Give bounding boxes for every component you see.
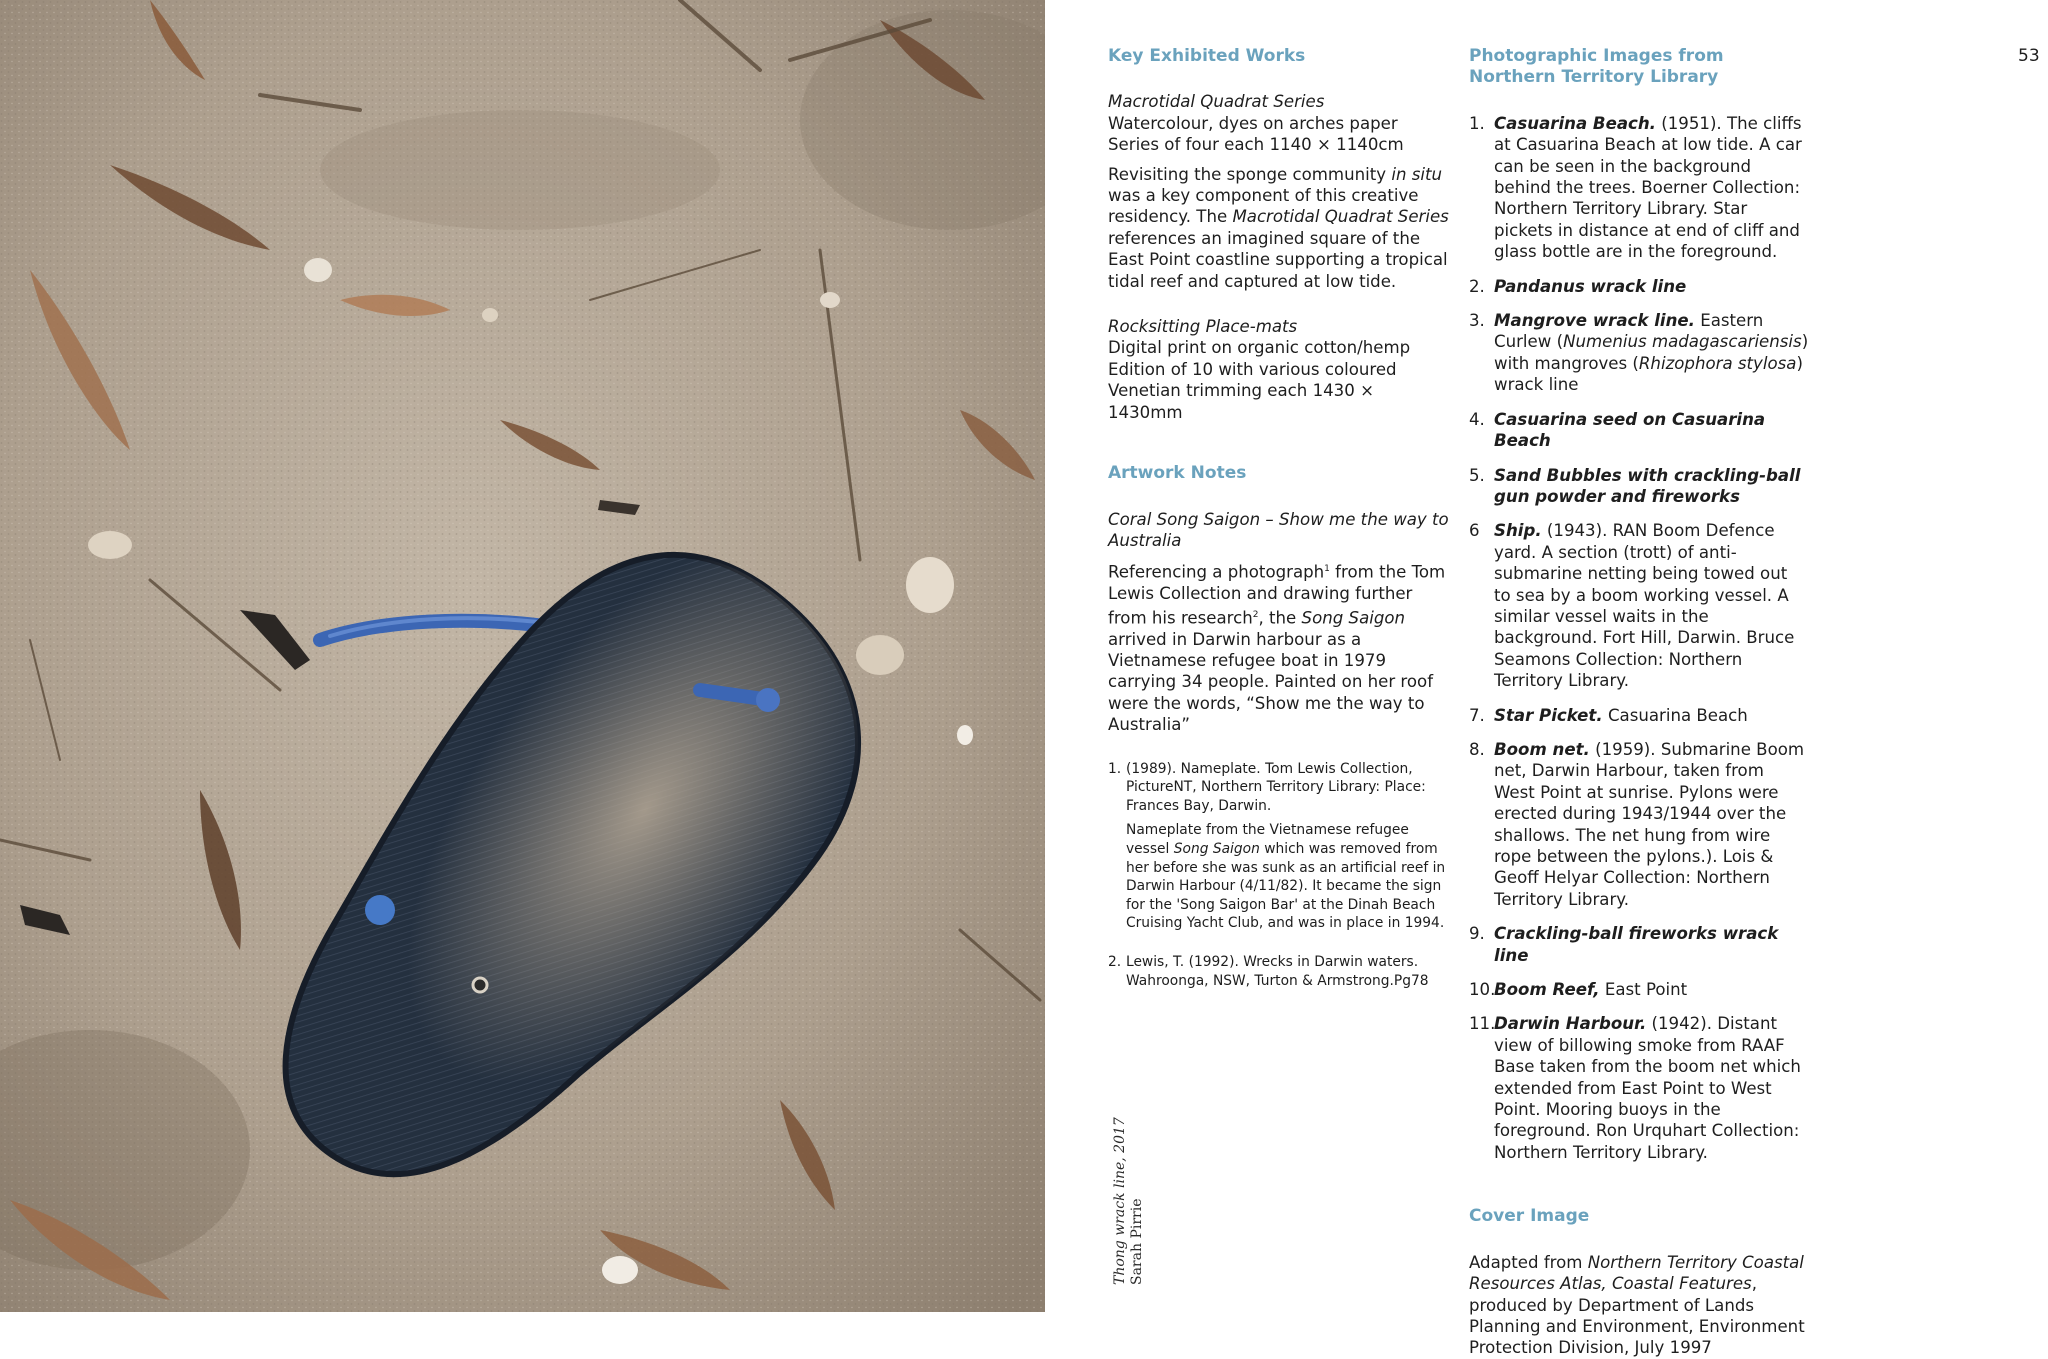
list-item-text: Eastern Curlew ( [1494, 311, 1764, 352]
notes-body-text: , the [1258, 608, 1302, 628]
list-item [1469, 739, 1809, 910]
page-number: 53 [2018, 46, 2040, 66]
footnote-number: 2. [1108, 953, 1122, 970]
notes-body-italic: Song Saigon [1301, 608, 1406, 628]
list-item [1469, 979, 1809, 1000]
work1-desc-text: was a key component of this creative residency. The [1108, 186, 1419, 227]
thong-on-sand-photo [0, 0, 1045, 1312]
list-item [1469, 310, 1809, 396]
footnote-ref-1: 1 [1324, 564, 1330, 575]
notes-body-text: Referencing a photograph [1108, 562, 1325, 582]
list-item-title: Crackling-ball fireworks wrack line [1494, 924, 1779, 965]
footnote-citation: (1989). Nameplate. Tom Lewis Collection, PictureNT, Northern Territory Library: Place: Frances Bay, Darwin. [1126, 760, 1426, 814]
cover-italic: Northern Territory Coastal Resources Atlas, Coastal Features [1469, 1252, 1804, 1294]
caption-title: Thong wrack line, 2017 [1112, 1117, 1128, 1285]
list-item-title: Ship. [1494, 521, 1542, 541]
list-item-text: ) wrack line [1494, 353, 1803, 395]
photo-caption [1112, 1117, 1146, 1285]
list-item-title: Darwin Harbour. [1494, 1014, 1647, 1034]
notes-work-title: Coral Song Saigon – Show me the way to Australia [1108, 509, 1449, 550]
list-item-title: Boom net. [1494, 739, 1590, 759]
list-item-text: Casuarina Beach [1602, 705, 1748, 725]
work1-desc-italic: Macrotidal Quadrat Series [1232, 207, 1449, 227]
notes-body [1108, 559, 1453, 735]
photo-illustration [0, 0, 1045, 1312]
work1-desc-italic: in situ [1391, 164, 1443, 184]
list-number: 9. [1469, 924, 1485, 944]
key-works-heading: Key Exhibited Works [1108, 46, 1306, 66]
column-left [1108, 46, 1453, 996]
list-number: 8. [1469, 739, 1485, 759]
list-item-text: ) with mangroves ( [1494, 332, 1809, 373]
footnote-2 [1108, 953, 1453, 996]
notes-body-text: arrived in Darwin harbour as a Vietnamese refugee boat in 1979 carrying 34 people. Painted on her roof were the words, “Show me the way to Australia” [1108, 629, 1434, 735]
column-right [1469, 46, 1809, 1359]
list-item [1469, 705, 1809, 726]
cover-text: Adapted from [1469, 1252, 1588, 1272]
work2-medium: Digital print on organic cotton/hemp [1108, 338, 1411, 358]
list-item [1469, 276, 1809, 297]
list-item-italic: Numenius madagascariensis [1563, 332, 1802, 352]
list-item-title: Mangrove wrack line. [1494, 311, 1695, 331]
work2-edition: Edition of 10 with various coloured [1108, 359, 1397, 379]
list-item [1469, 465, 1809, 508]
list-number: 2. [1469, 276, 1485, 296]
work1-medium: Watercolour, dyes on arches paper [1108, 113, 1398, 133]
work2-size: Venetian trimming each 1430 × 1430mm [1108, 381, 1374, 422]
list-item-text: East Point [1599, 980, 1688, 1000]
cover-image-heading: Cover Image [1469, 1206, 1590, 1227]
list-number: 11. [1469, 1014, 1496, 1034]
list-item-text: (1951). The cliffs at Casuarina Beach at low tide. A car can be seen in the background behind the trees. Boerner Collection: Northern Territory Library. Star pickets in distance at end of cliff and glass bottle are in the foreground. [1494, 113, 1802, 262]
notes-body-text: from the Tom Lewis Collection and drawing further from his research [1108, 562, 1446, 628]
work1-size: Series of four each 1140 × 1140cm [1108, 135, 1404, 155]
list-number: 1. [1469, 113, 1485, 133]
list-item-title: Casuarina seed on Casuarina Beach [1494, 409, 1766, 451]
list-item [1469, 520, 1809, 691]
list-number: 10. [1469, 980, 1496, 1000]
work1-description [1108, 164, 1453, 292]
work1-desc-text: references an imagined square of the East Point coastline supporting a tropical tidal reef and captured at low tide. [1108, 228, 1448, 291]
list-item-italic: Rhizophora stylosa [1638, 353, 1797, 373]
work1-desc-text: Revisiting the sponge community [1108, 164, 1392, 184]
footnote-description [1126, 821, 1453, 933]
footnote-1 [1108, 760, 1453, 939]
footnote-number: 1. [1108, 760, 1122, 777]
footnote-text: which was removed from her before she was sunk as an artificial reef in Darwin Harbour (4/11/82). It became the sign for the 'Song Saigon Bar' at the Dinah Beach Cruising Yacht Club, and was in place in 1994. [1126, 841, 1446, 932]
list-item-title: Boom Reef, [1494, 980, 1600, 1000]
photographic-images-heading: Photographic Images from Northern Territory Library [1469, 46, 1724, 88]
list-item [1469, 923, 1809, 966]
list-item [1469, 409, 1809, 452]
list-item-text: (1943). RAN Boom Defence yard. A section (trott) of anti-submarine netting being towed out to sea by a boom working vessel. A similar vessel waits in the background. Fort Hill, Darwin. Bruce Seamons Collection: Northern Territory Library. [1494, 521, 1795, 691]
list-item-title: Pandanus wrack line [1494, 276, 1687, 296]
footnote-ref-2: 2 [1252, 609, 1259, 620]
footnote-italic: Song Saigon [1173, 841, 1260, 857]
list-item [1469, 1013, 1809, 1163]
footnote-text: Nameplate from the Vietnamese refugee vessel [1126, 822, 1409, 857]
cover-text: , produced by Department of Lands Planning and Environment, Environment Protection Division, July 1997 [1469, 1274, 1805, 1358]
photographic-images-list [1469, 113, 1809, 1163]
list-number: 3. [1469, 311, 1485, 331]
list-item [1469, 113, 1809, 263]
work2-title: Rocksitting Place-mats [1108, 317, 1298, 337]
list-number: 4. [1469, 409, 1485, 429]
list-item-title: Star Picket. [1494, 705, 1603, 725]
list-number: 6 [1469, 521, 1480, 541]
list-number: 7. [1469, 705, 1485, 725]
list-number: 5. [1469, 465, 1485, 485]
cover-image-text [1469, 1252, 1809, 1359]
caption-artist: Sarah Pirrie [1129, 1198, 1145, 1285]
list-item-text: (1942). Distant view of billowing smoke from RAAF Base taken from the boom net which extended from East Point to West Point. Mooring buoys in the foreground. Ron Urquhart Collection: Northern Territory Library. [1494, 1014, 1801, 1162]
artwork-notes-heading: Artwork Notes [1108, 463, 1247, 484]
footnote-citation: Lewis, T. (1992). Wrecks in Darwin waters. Wahroonga, NSW, Turton & Armstrong.Pg78 [1126, 953, 1429, 989]
list-item-text: (1959). Submarine Boom net, Darwin Harbour, taken from West Point at sunrise. Pylons were erected during 1943/1944 over the shallows. The net hung from wire rope between the pylons.). Lois & Geoff Helyar Collection: Northern Territory Library. [1494, 739, 1805, 909]
list-item-title: Casuarina Beach. [1494, 113, 1656, 133]
work1-title: Macrotidal Quadrat Series [1108, 92, 1325, 112]
list-item-title: Sand Bubbles with crackling-ball gun powder and fireworks [1494, 465, 1801, 506]
